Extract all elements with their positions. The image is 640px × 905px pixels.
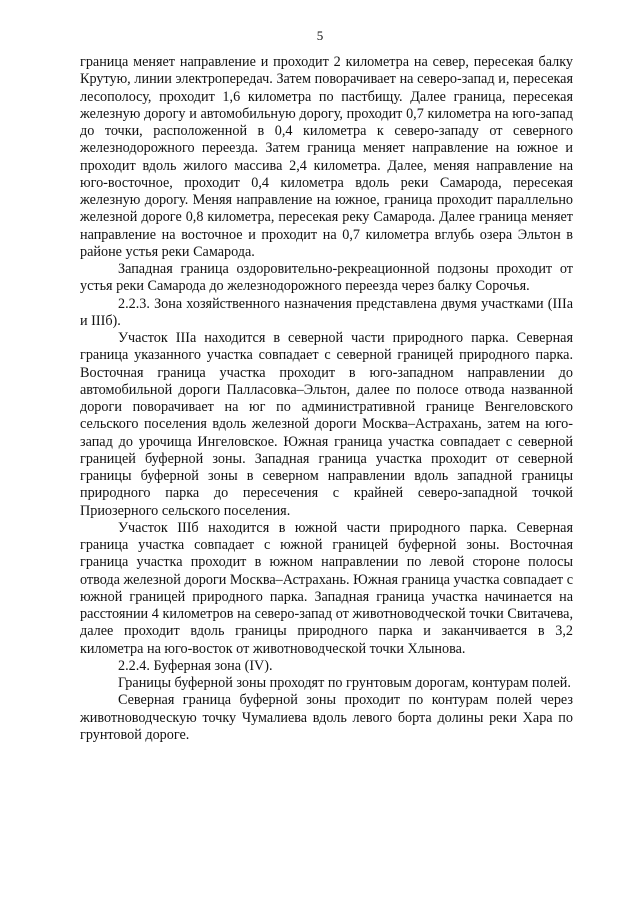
paragraph-buffer-zone-north: Северная граница буферной зоны проходит по контурам полей через животноводческую точку Чумалиева вдоль левого борта долины реки Хара по грунтовой дороге.	[80, 692, 573, 743]
document-body	[80, 54, 573, 744]
paragraph-plot-IIIb: Участок IIIб находится в южной части природного парка. Северная граница участка совпадает с южной границей буферной зоны. Восточная граница участка проходит в южном направлении по левой стороне полосы отвода железной дороги Москва–Астрахань. Южная граница участка совпадает с южной границей природного парка. Западная граница участка начинается на расстоянии 4 километров на северо-запад от животноводческой точки Свитачева, далее проходит вдоль границы природного парка и заканчивается в 3,2 километра на юго-восток от животноводческой точки Хлынова.	[80, 519, 573, 657]
paragraph-buffer-zone-boundaries: Границы буферной зоны проходят по грунтовым дорогам, контурам полей.	[118, 675, 571, 691]
page-number: 5	[316, 28, 324, 43]
section-heading-2-2-3: 2.2.3. Зона хозяйственного назначения представлена двумя участками (IIIа и IIIб).	[80, 295, 573, 329]
section-heading-2-2-4: 2.2.4. Буферная зона (IV).	[118, 657, 273, 674]
paragraph-1-continuation: граница меняет направление и проходит 2 километра на север, пересекая балку Крутую, линии электропередач. Затем поворачивает на северо-запад и, пересекая лесополосу, проходит 1,6 километра по пастбищу. Далее граница, пересекая железную дорогу и автомобильную дорогу, проходит 0,7 километра на юго-запад до точки, расположенной в 0,4 километра к северо-западу от северного железнодорожного переезда. Затем граница меняет направление на южное и проходит вдоль жилого массива 2,4 километра. Далее, меняя направление на юго-восточное, проходит 0,4 километра вдоль реки Самарода, пересекая железную дорогу. Меняя направление на южное, граница проходит параллельно железной дороге 0,8 километра, пересекая реку Самарода. Далее граница меняет направление на восточное и проходит на 0,7 километра вглубь озера Эльтон в районе устья реки Самарода.	[80, 54, 573, 260]
paragraph-west-boundary: Западная граница оздоровительно-рекреационной подзоны проходит от устья реки Самарода до железнодорожного переезда через балку Сорочья.	[80, 261, 573, 295]
paragraph-plot-IIIa: Участок IIIа находится в северной части природного парка. Северная граница указанного участка совпадает с северной границей природного парка. Восточная граница участка проходит в юго-западном направлении до автомобильной дороги Палласовка–Эльтон, далее по полосе отвода названной дороги поворачивает на юг по административной границе Венгеловского сельского поселения вдоль железной дороги Москва–Астрахань, затем на юго-запад до урочища Ингеловское. Южная граница участка совпадает с северной границей буферной зоны. Западная граница участка проходит от северной границы буферной зоны в северном направлении вдоль западной границы природного парка до пересечения с крайней северо-западной точкой Приозерного сельского поселения.	[80, 330, 573, 519]
